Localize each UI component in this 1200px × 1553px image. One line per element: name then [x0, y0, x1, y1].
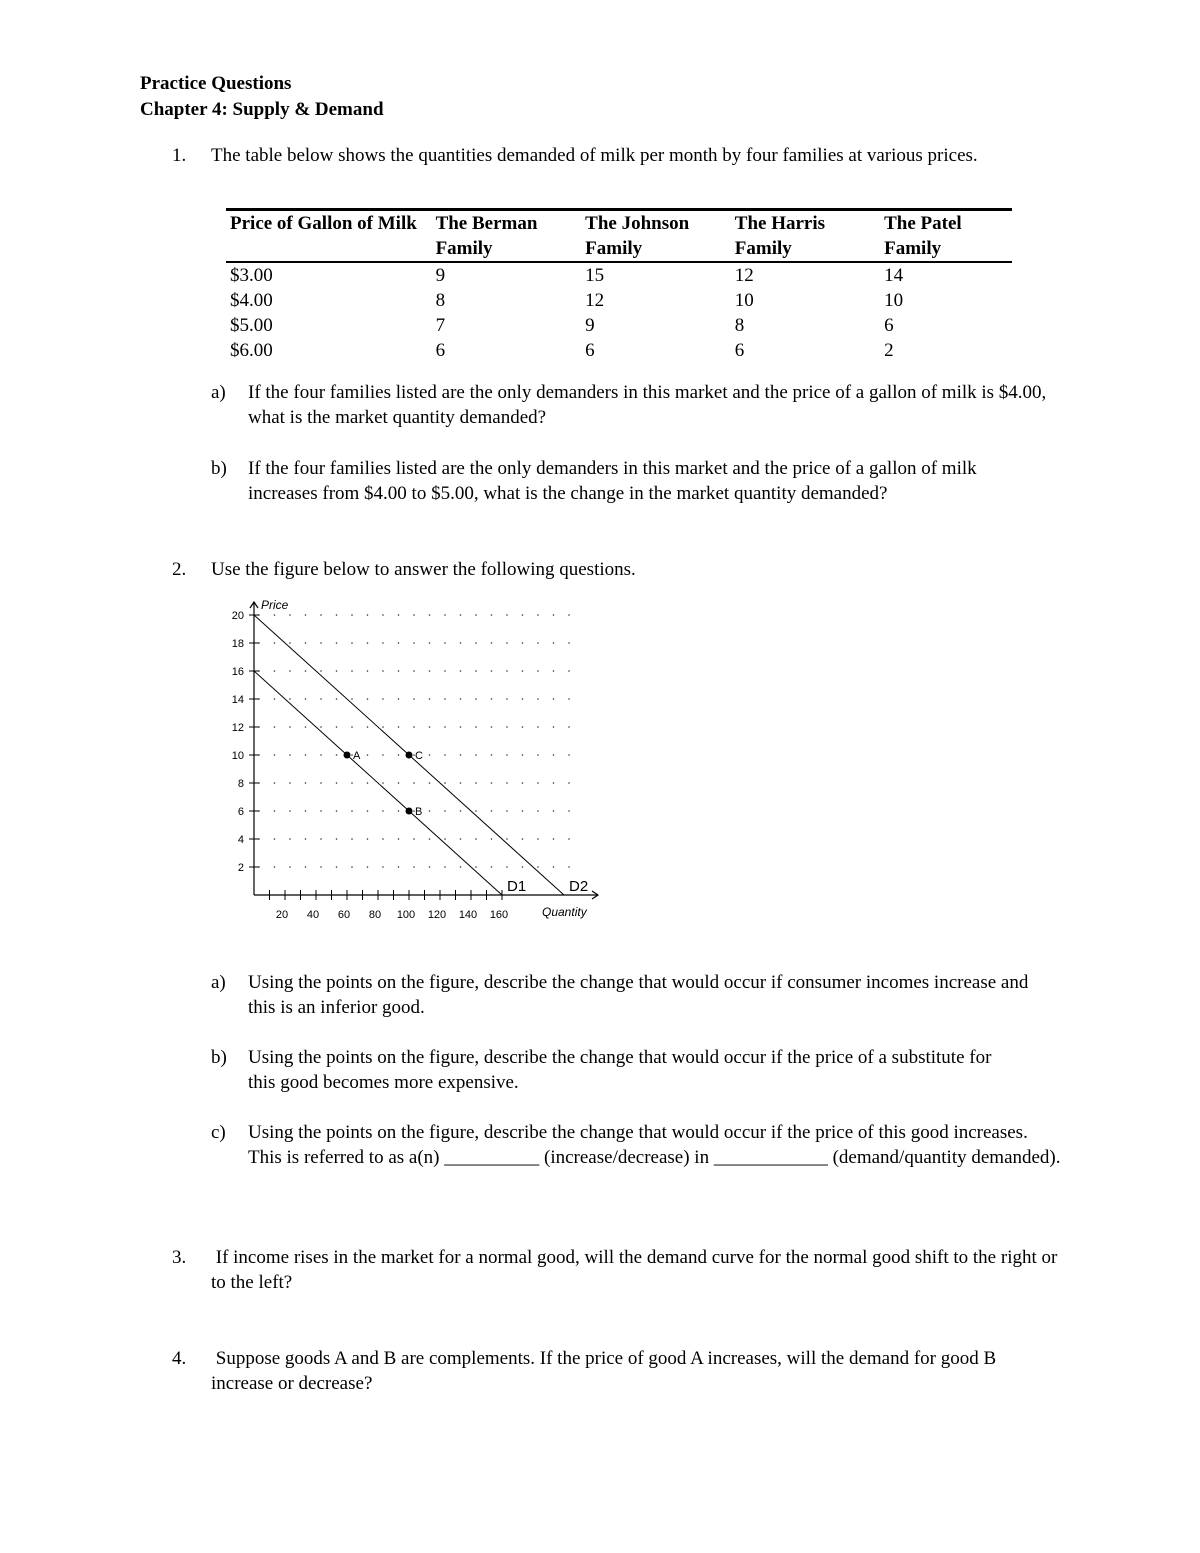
table-row	[226, 313, 1012, 338]
grid-dot	[382, 866, 384, 868]
header-berman: The Berman Family	[432, 210, 582, 263]
grid-dot	[382, 838, 384, 840]
grid-dot	[336, 698, 338, 700]
grid-dot	[568, 754, 570, 756]
grid-dot	[568, 642, 570, 644]
table-row	[226, 288, 1012, 313]
grid-dot	[522, 726, 524, 728]
grid-dot	[289, 726, 291, 728]
grid-dot	[351, 698, 353, 700]
grid-dot	[289, 782, 291, 784]
grid-dot	[491, 866, 493, 868]
grid-dot	[491, 670, 493, 672]
y-tick-label: 20	[231, 610, 244, 622]
grid-dot	[429, 614, 431, 616]
grid-dot	[429, 838, 431, 840]
grid-dot	[274, 726, 276, 728]
chart-ticks	[232, 610, 508, 921]
grid-dot	[444, 670, 446, 672]
x-tick-label: 100	[396, 909, 416, 921]
x-tick-label: 160	[489, 909, 509, 921]
grid-dot	[320, 698, 322, 700]
grid-dot	[367, 642, 369, 644]
table-cell: 6	[585, 340, 595, 361]
grid-dot	[289, 614, 291, 616]
y-axis-label: Price	[261, 598, 289, 612]
x-tick-label: 60	[337, 909, 351, 921]
grid-dot	[274, 698, 276, 700]
question-2b-label: b)	[211, 1047, 227, 1068]
grid-dot	[382, 698, 384, 700]
grid-dot	[553, 614, 555, 616]
grid-dot	[305, 838, 307, 840]
grid-dot	[351, 866, 353, 868]
grid-dot	[506, 670, 508, 672]
grid-dot	[475, 782, 477, 784]
grid-dot	[413, 698, 415, 700]
grid-dot	[274, 614, 276, 616]
grid-dot	[460, 670, 462, 672]
grid-dot	[289, 838, 291, 840]
grid-dot	[305, 614, 307, 616]
question-1a-text: If the four families listed are the only demanders in this market and the price of a gallon of milk is $4.00, what is the market quantity demanded?	[248, 382, 1047, 428]
grid-dot	[274, 642, 276, 644]
grid-dot	[475, 810, 477, 812]
grid-dot	[398, 642, 400, 644]
y-tick-label: 8	[237, 778, 244, 790]
grid-dot	[289, 754, 291, 756]
grid-dot	[382, 726, 384, 728]
grid-dot	[274, 754, 276, 756]
grid-dot	[274, 866, 276, 868]
y-tick-label: 12	[231, 722, 244, 734]
grid-dot	[367, 614, 369, 616]
header-harris: The Harris Family	[731, 210, 880, 263]
grid-dot	[336, 782, 338, 784]
grid-dot	[444, 782, 446, 784]
chart-points	[344, 750, 424, 818]
question-2c-label: c)	[211, 1122, 226, 1143]
grid-dot	[537, 866, 539, 868]
grid-dot	[336, 838, 338, 840]
grid-dot	[444, 810, 446, 812]
grid-dot	[553, 698, 555, 700]
grid-dot	[429, 866, 431, 868]
grid-dot	[413, 642, 415, 644]
question-4-text: Suppose goods A and B are complements. If the price of good A increases, will the demand for good B increase or decrease?	[211, 1348, 1001, 1394]
grid-dot	[305, 642, 307, 644]
grid-dot	[444, 642, 446, 644]
grid-dot	[522, 810, 524, 812]
question-2-number: 2.	[172, 559, 187, 580]
grid-dot	[460, 726, 462, 728]
grid-dot	[336, 866, 338, 868]
grid-dot	[444, 698, 446, 700]
grid-dot	[351, 810, 353, 812]
grid-dot	[568, 614, 570, 616]
grid-dot	[351, 782, 353, 784]
grid-dot	[491, 838, 493, 840]
grid-dot	[553, 866, 555, 868]
grid-dot	[351, 726, 353, 728]
chart-axes	[250, 602, 598, 899]
grid-dot	[305, 810, 307, 812]
grid-dot	[506, 614, 508, 616]
grid-dot	[305, 726, 307, 728]
point-label-b: B	[415, 806, 423, 818]
grid-dot	[568, 698, 570, 700]
question-3-text: If income rises in the market for a normal good, will the demand curve for the normal good shift to the right or to the left?	[211, 1247, 1063, 1293]
question-2a-text: Using the points on the figure, describe the change that would occur if consumer incomes increase and this is an inferior good.	[248, 972, 1029, 1018]
grid-dot	[351, 838, 353, 840]
grid-dot	[351, 614, 353, 616]
grid-dot	[491, 782, 493, 784]
grid-dot	[460, 698, 462, 700]
grid-dot	[305, 866, 307, 868]
grid-dot	[320, 642, 322, 644]
demand-curve-chart	[220, 596, 620, 926]
y-tick-label: 6	[237, 806, 244, 818]
question-2a-label: a)	[211, 972, 226, 993]
grid-dot	[537, 838, 539, 840]
grid-dot	[537, 782, 539, 784]
grid-dot	[475, 838, 477, 840]
grid-dot	[305, 670, 307, 672]
grid-dot	[475, 614, 477, 616]
table-cell: 9	[435, 265, 446, 286]
grid-dot	[506, 698, 508, 700]
grid-dot	[444, 754, 446, 756]
x-tick-label: 140	[458, 909, 478, 921]
table-cell: 12	[734, 265, 754, 286]
grid-dot	[506, 754, 508, 756]
grid-dot	[491, 754, 493, 756]
grid-dot	[553, 782, 555, 784]
grid-dot	[429, 698, 431, 700]
table-cell: 8	[734, 315, 745, 336]
chapter-title: Chapter 4: Supply & Demand	[140, 99, 384, 120]
table-cell: $3.00	[230, 265, 273, 286]
grid-dot	[522, 614, 524, 616]
table-cell: 15	[585, 265, 605, 286]
grid-dot	[429, 754, 431, 756]
grid-dot	[320, 866, 322, 868]
table-cell: 10	[884, 290, 904, 311]
grid-dot	[553, 754, 555, 756]
grid-dot	[398, 838, 400, 840]
y-tick-label: 18	[231, 638, 244, 650]
question-1a-label: a)	[211, 382, 226, 403]
point-b	[406, 808, 413, 815]
grid-dot	[522, 670, 524, 672]
grid-dot	[537, 754, 539, 756]
question-4-number: 4.	[172, 1348, 187, 1369]
table-cell: $5.00	[230, 315, 273, 336]
grid-dot	[336, 754, 338, 756]
grid-dot	[460, 642, 462, 644]
grid-dot	[367, 810, 369, 812]
table-cell: 12	[585, 290, 605, 311]
grid-dot	[413, 782, 415, 784]
grid-dot	[506, 642, 508, 644]
grid-dots	[258, 614, 570, 868]
grid-dot	[398, 698, 400, 700]
point-a	[344, 752, 351, 759]
grid-dot	[460, 810, 462, 812]
grid-dot	[475, 642, 477, 644]
grid-dot	[320, 810, 322, 812]
header-price: Price of Gallon of Milk	[226, 210, 432, 263]
question-1b-label: b)	[211, 458, 227, 479]
grid-dot	[475, 726, 477, 728]
question-2c-text: Using the points on the figure, describe the change that would occur if the price of this good increases. This is referred to as a(n) __________ (increase/decrease) in ____________ (demand/quantity demanded).	[248, 1122, 1061, 1168]
y-tick-label: 14	[231, 694, 244, 706]
grid-dot	[320, 614, 322, 616]
grid-dot	[475, 698, 477, 700]
grid-dot	[320, 782, 322, 784]
grid-dot	[274, 810, 276, 812]
worksheet-title: Practice Questions	[140, 73, 292, 94]
grid-dot	[537, 810, 539, 812]
grid-dot	[289, 642, 291, 644]
point-label-a: A	[353, 750, 361, 762]
grid-dot	[382, 614, 384, 616]
grid-dot	[522, 866, 524, 868]
grid-dot	[444, 838, 446, 840]
grid-dot	[460, 838, 462, 840]
grid-dot	[444, 614, 446, 616]
table-cell: 6	[884, 315, 894, 336]
grid-dot	[336, 810, 338, 812]
grid-dot	[382, 642, 384, 644]
grid-dot	[522, 782, 524, 784]
header-johnson: The Johnson Family	[581, 210, 731, 263]
y-tick-label: 16	[231, 666, 244, 678]
grid-dot	[289, 866, 291, 868]
grid-dot	[553, 838, 555, 840]
grid-dot	[491, 810, 493, 812]
grid-dot	[537, 670, 539, 672]
grid-dot	[522, 838, 524, 840]
grid-dot	[537, 726, 539, 728]
grid-dot	[506, 726, 508, 728]
grid-dot	[491, 642, 493, 644]
grid-dot	[367, 726, 369, 728]
grid-dot	[398, 782, 400, 784]
grid-dot	[398, 726, 400, 728]
grid-dot	[382, 754, 384, 756]
grid-dot	[351, 670, 353, 672]
grid-dot	[429, 726, 431, 728]
grid-dot	[460, 614, 462, 616]
grid-dot	[274, 782, 276, 784]
grid-dot	[506, 782, 508, 784]
grid-dot	[413, 838, 415, 840]
point-c	[406, 752, 413, 759]
grid-dot	[475, 866, 477, 868]
grid-dot	[568, 810, 570, 812]
table-cell: $6.00	[230, 340, 273, 361]
grid-dot	[553, 726, 555, 728]
grid-dot	[491, 614, 493, 616]
question-2-text: Use the figure below to answer the following questions.	[211, 559, 636, 580]
grid-dot	[305, 754, 307, 756]
grid-dot	[320, 670, 322, 672]
grid-dot	[491, 698, 493, 700]
grid-dot	[398, 866, 400, 868]
grid-dot	[413, 614, 415, 616]
grid-dot	[429, 782, 431, 784]
question-1-text: The table below shows the quantities demanded of milk per month by four families at various prices.	[211, 145, 978, 166]
grid-dot	[336, 726, 338, 728]
grid-dot	[460, 754, 462, 756]
grid-dot	[320, 726, 322, 728]
y-tick-label: 10	[231, 750, 244, 762]
question-1b-text: If the four families listed are the only demanders in this market and the price of a gallon of milk increases from $4.00 to $5.00, what is the change in the market quantity demanded?	[248, 458, 977, 504]
grid-dot	[382, 810, 384, 812]
x-tick-label: 80	[368, 909, 382, 921]
grid-dot	[336, 614, 338, 616]
table-cell: 6	[734, 340, 745, 361]
grid-dot	[382, 670, 384, 672]
grid-dot	[413, 670, 415, 672]
grid-dot	[537, 614, 539, 616]
curve-label-d2: D2	[569, 878, 589, 895]
curve-label-d1: D1	[507, 878, 527, 895]
grid-dot	[475, 670, 477, 672]
milk-demand-table	[226, 208, 1012, 363]
question-2b-text: Using the points on the figure, describe the change that would occur if the price of a substitute for this good becomes more expensive.	[248, 1047, 992, 1093]
grid-dot	[398, 614, 400, 616]
question-3-number: 3.	[172, 1247, 187, 1268]
grid-dot	[289, 670, 291, 672]
demand-curve-d1	[254, 671, 502, 895]
table-cell: 14	[884, 265, 904, 286]
grid-dot	[537, 698, 539, 700]
grid-dot	[367, 670, 369, 672]
table-cell: 8	[435, 290, 446, 311]
grid-dot	[382, 782, 384, 784]
grid-dot	[398, 754, 400, 756]
x-tick-label: 20	[275, 909, 289, 921]
table-cell: $4.00	[230, 290, 273, 311]
header-patel: The Patel Family	[880, 210, 1012, 263]
grid-dot	[289, 810, 291, 812]
grid-dot	[351, 642, 353, 644]
grid-dot	[429, 670, 431, 672]
grid-dot	[398, 670, 400, 672]
grid-dot	[444, 866, 446, 868]
grid-dot	[460, 782, 462, 784]
grid-dot	[367, 754, 369, 756]
grid-dot	[274, 670, 276, 672]
grid-dot	[336, 642, 338, 644]
grid-dot	[305, 698, 307, 700]
grid-dot	[568, 866, 570, 868]
grid-dot	[429, 810, 431, 812]
grid-dot	[460, 866, 462, 868]
grid-dot	[444, 726, 446, 728]
grid-dot	[289, 698, 291, 700]
grid-dot	[568, 726, 570, 728]
grid-dot	[367, 698, 369, 700]
table-cell: 6	[435, 340, 446, 361]
grid-dot	[475, 754, 477, 756]
grid-dot	[522, 698, 524, 700]
x-tick-label: 120	[427, 909, 447, 921]
y-tick-label: 2	[237, 862, 244, 874]
grid-dot	[522, 754, 524, 756]
table-cell: 10	[734, 290, 754, 311]
grid-dot	[367, 782, 369, 784]
grid-dot	[491, 726, 493, 728]
grid-dot	[506, 838, 508, 840]
grid-dot	[568, 838, 570, 840]
x-axis-label: Quantity	[542, 905, 587, 919]
table-cell: 7	[435, 315, 446, 336]
grid-dot	[506, 866, 508, 868]
question-1-number: 1.	[172, 145, 187, 166]
grid-dot	[506, 810, 508, 812]
grid-dot	[568, 782, 570, 784]
table-cell: 2	[884, 340, 894, 361]
grid-dot	[367, 838, 369, 840]
grid-dot	[367, 866, 369, 868]
x-tick-label: 40	[306, 909, 320, 921]
grid-dot	[553, 642, 555, 644]
grid-dot	[336, 670, 338, 672]
grid-dot	[413, 866, 415, 868]
grid-dot	[553, 670, 555, 672]
y-tick-label: 4	[237, 834, 244, 846]
grid-dot	[522, 642, 524, 644]
table-cell: 9	[585, 315, 595, 336]
grid-dot	[398, 810, 400, 812]
grid-dot	[429, 642, 431, 644]
table-row	[226, 262, 1012, 288]
grid-dot	[305, 782, 307, 784]
table-row	[226, 338, 1012, 363]
point-label-c: C	[415, 750, 423, 762]
grid-dot	[537, 642, 539, 644]
grid-dot	[320, 754, 322, 756]
grid-dot	[568, 670, 570, 672]
grid-dot	[413, 726, 415, 728]
grid-dot	[320, 838, 322, 840]
table-header-row	[226, 210, 1012, 263]
grid-dot	[553, 810, 555, 812]
grid-dot	[274, 838, 276, 840]
